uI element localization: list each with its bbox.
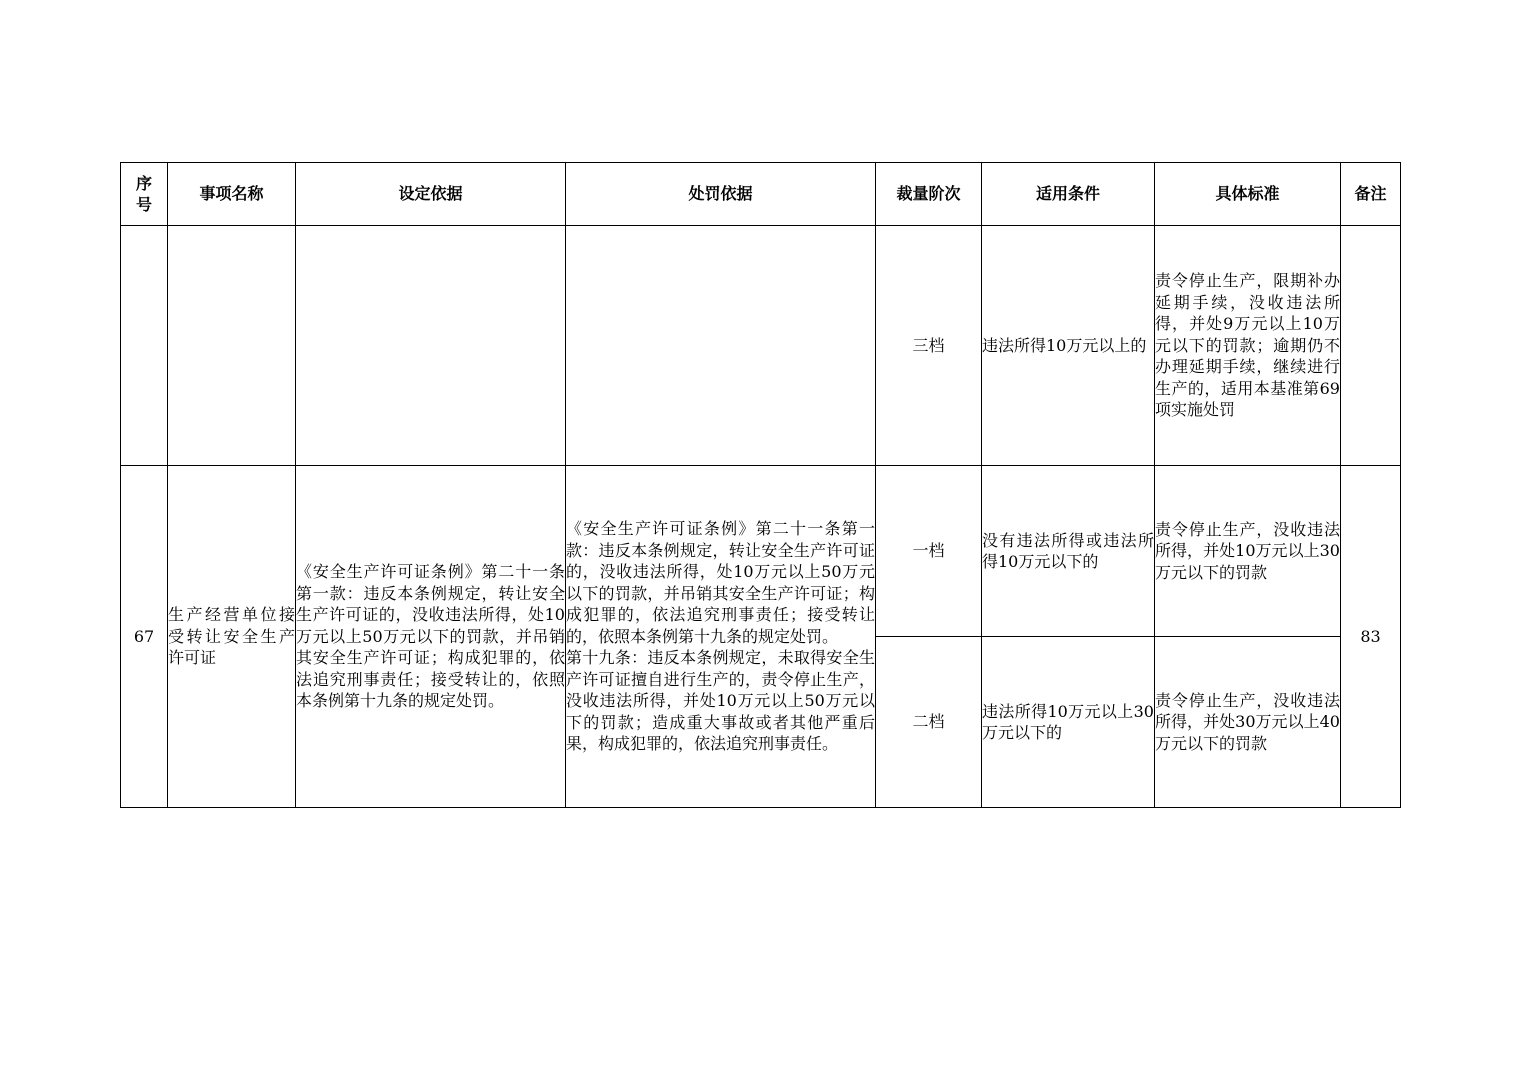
table-header-row (121, 163, 1401, 226)
cell-remarks-empty (1341, 226, 1401, 466)
cell-level: 二档 (876, 637, 982, 808)
cell-setting-basis-empty (296, 226, 566, 466)
penalty-standard-table (120, 162, 1401, 808)
header-standard: 具体标准 (1155, 163, 1341, 226)
cell-standard: 责令停止生产，限期补办延期手续，没收违法所得，并处9万元以上10万元以下的罚款；逾期仍不办理延期手续，继续进行生产的，适用本基准第69项实施处罚 (1155, 226, 1341, 466)
cell-conditions: 没有违法所得或违法所得10万元以下的 (982, 466, 1155, 637)
header-seq: 序 号 (121, 163, 168, 226)
cell-conditions: 违法所得10万元以上的 (982, 226, 1155, 466)
cell-setting-basis: 《安全生产许可证条例》第二十一条第一款：违反本条例规定，转让安全生产许可证的，没收违法所得，处10万元以上50万元以下的罚款，并吊销其安全生产许可证；构成犯罪的，依法追究刑事责任；接受转让的，依照本条例第十九条的规定处罚。 (296, 466, 566, 808)
cell-seq: 67 (121, 466, 168, 808)
header-conditions: 适用条件 (982, 163, 1155, 226)
cell-seq-empty (121, 226, 168, 466)
header-remarks: 备注 (1341, 163, 1401, 226)
cell-penalty-basis-empty (566, 226, 876, 466)
header-item-name: 事项名称 (168, 163, 296, 226)
cell-standard: 责令停止生产，没收违法所得，并处30万元以上40万元以下的罚款 (1155, 637, 1341, 808)
header-level: 裁量阶次 (876, 163, 982, 226)
penalty-basis-text: 《安全生产许可证条例》第二十一条第一款：违反本条例规定，转让安全生产许可证的，没收违法所得，处10万元以上50万元以下的罚款，并吊销其安全生产许可证；构成犯罪的，依法追究刑事责任；接受转让的，依照本条例第十九条的规定处罚。 第十九条：违反本条例规定，未取得安全生产许可证擅自进行生产的，责令停止生产，没收违法所得，并处10万元以上50万元以下的罚款；造成重大事故或者其他严重后果，构成犯罪的，依法追究刑事责任。 (566, 519, 875, 754)
table-row-67-level-1 (121, 466, 1401, 637)
header-penalty-basis: 处罚依据 (566, 163, 876, 226)
cell-remarks: 83 (1341, 466, 1401, 808)
cell-item-name-empty (168, 226, 296, 466)
table-row-continued (121, 226, 1401, 466)
header-setting-basis: 设定依据 (296, 163, 566, 226)
cell-conditions: 违法所得10万元以上30万元以下的 (982, 637, 1155, 808)
cell-standard: 责令停止生产，没收违法所得，并处10万元以上30万元以下的罚款 (1155, 466, 1341, 637)
cell-level: 一档 (876, 466, 982, 637)
cell-penalty-basis (566, 466, 876, 808)
cell-level: 三档 (876, 226, 982, 466)
cell-item-name: 生产经营单位接受转让安全生产许可证 (168, 466, 296, 808)
